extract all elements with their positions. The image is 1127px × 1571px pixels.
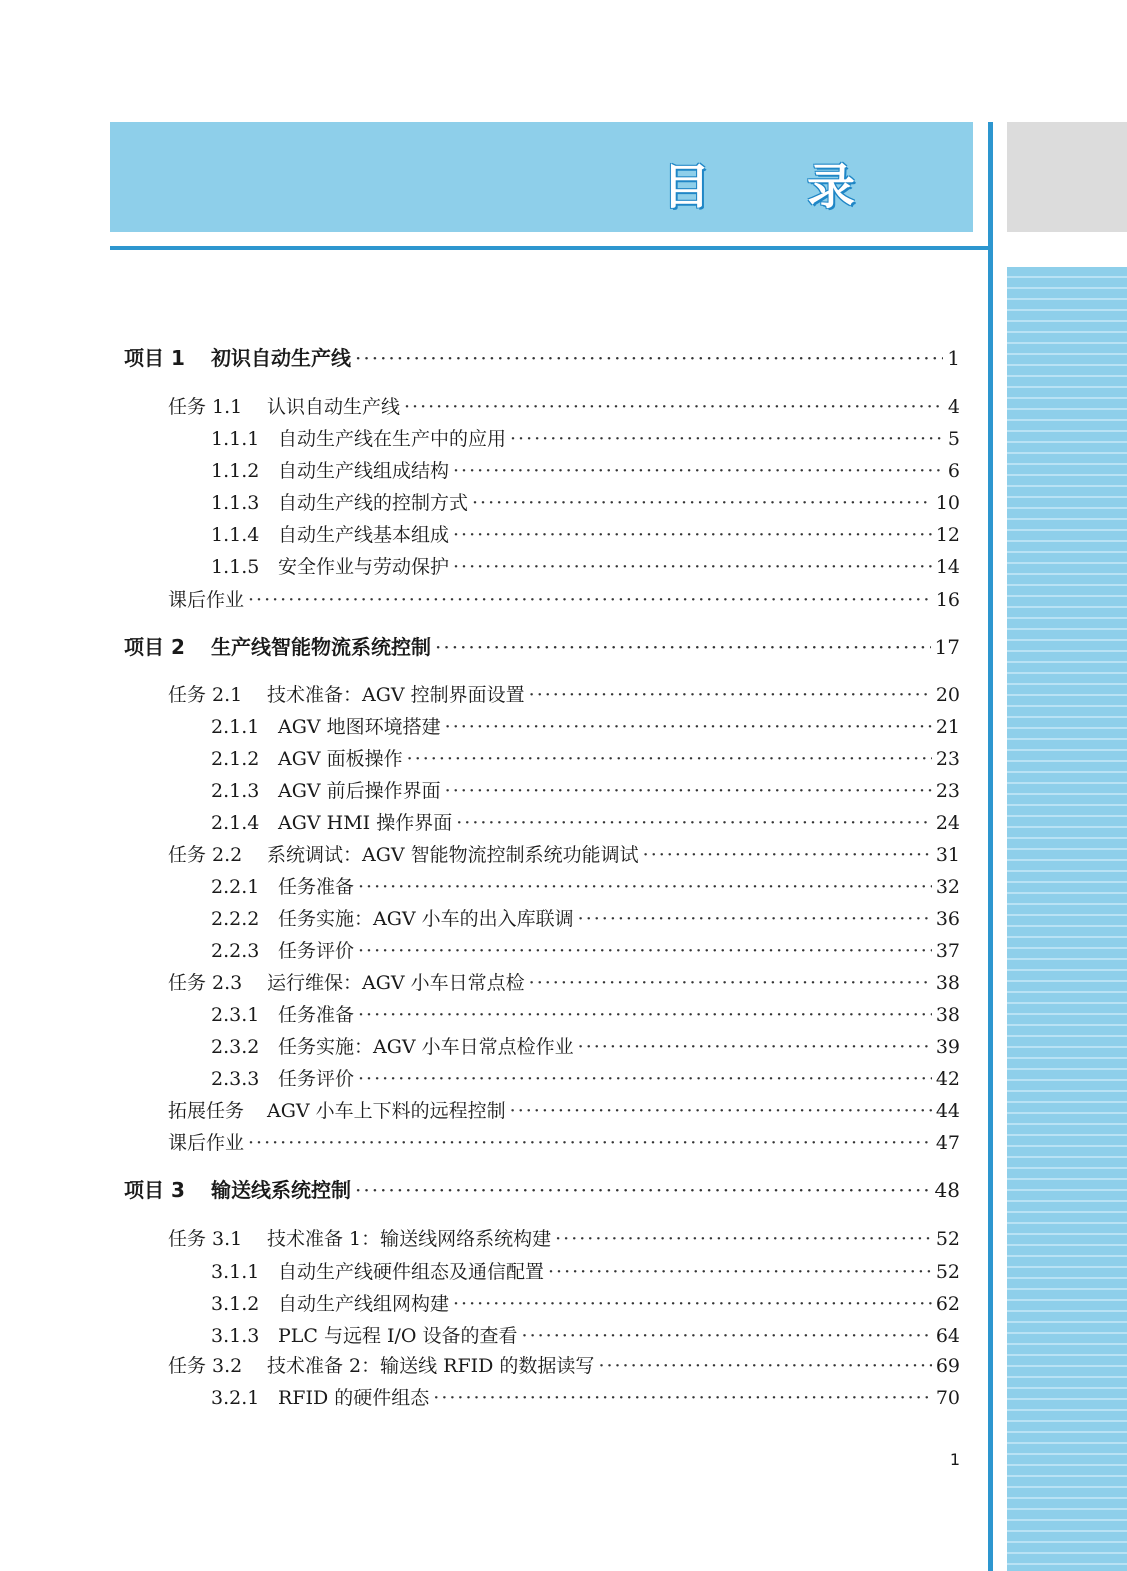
toc-page-number: 1 xyxy=(947,346,960,370)
toc-page-number: 52 xyxy=(935,1228,960,1250)
toc-leader-dots xyxy=(472,491,932,515)
toc-label: 2.3.2 xyxy=(211,1036,260,1058)
toc-label: 1.1.5 xyxy=(211,556,260,578)
toc-page-number: 48 xyxy=(934,1178,960,1202)
toc-subsection-row[interactable] xyxy=(211,1324,960,1348)
toc-leader-dots xyxy=(643,843,932,867)
toc-leader-dots xyxy=(548,1260,932,1284)
toc-leader-dots xyxy=(358,939,932,963)
toc-page-number: 70 xyxy=(935,1387,960,1409)
toc-page-number: 6 xyxy=(947,460,960,482)
toc-label: 任务 2.3 xyxy=(168,972,243,994)
side-tab-striped xyxy=(1007,267,1127,1571)
toc-leader-dots xyxy=(433,1386,932,1410)
toc-title: 课后作业 xyxy=(168,589,245,611)
toc-leader-dots xyxy=(358,1003,932,1027)
header-band xyxy=(110,122,973,232)
toc-project-row[interactable] xyxy=(124,1178,960,1202)
toc-title: 安全作业与劳动保护 xyxy=(278,556,450,578)
toc-leader-dots xyxy=(404,395,944,419)
toc-label: 2.2.3 xyxy=(211,940,260,962)
toc-leader-dots xyxy=(355,346,943,370)
toc-page-number: 42 xyxy=(935,1068,960,1090)
toc-leader-dots xyxy=(578,1035,932,1059)
toc-title: 自动生产线基本组成 xyxy=(278,524,450,546)
toc-leader-dots xyxy=(510,427,944,451)
toc-label: 任务 2.2 xyxy=(168,844,243,866)
toc-task-row[interactable] xyxy=(168,683,960,707)
toc-subsection-row[interactable] xyxy=(211,1292,960,1316)
toc-task-row[interactable] xyxy=(168,588,960,612)
toc-leader-dots xyxy=(358,1067,932,1091)
toc-subsection-row[interactable] xyxy=(211,939,960,963)
toc-label: 3.1.3 xyxy=(211,1325,260,1347)
toc-title: 生产线智能物流系统控制 xyxy=(211,635,431,659)
toc-leader-dots xyxy=(453,459,944,483)
toc-label: 拓展任务 xyxy=(168,1100,245,1122)
toc-title: 任务实施：AGV 小车日常点检作业 xyxy=(278,1036,574,1058)
toc-label: 任务 2.1 xyxy=(168,684,243,706)
toc-leader-dots xyxy=(407,747,932,771)
toc-subsection-row[interactable] xyxy=(211,907,960,931)
toc-task-row[interactable] xyxy=(168,843,960,867)
toc-label: 2.3.3 xyxy=(211,1068,260,1090)
toc-label: 2.2.1 xyxy=(211,876,260,898)
header-divider xyxy=(110,246,990,250)
toc-label: 1.1.2 xyxy=(211,460,260,482)
toc-label: 任务 3.1 xyxy=(168,1228,243,1250)
toc-title: PLC 与远程 I/O 设备的查看 xyxy=(278,1325,518,1347)
toc-label: 2.1.1 xyxy=(211,716,260,738)
toc-page-number: 39 xyxy=(935,1036,960,1058)
toc-task-row[interactable] xyxy=(168,1227,960,1251)
page-title: 目 录 xyxy=(662,159,895,215)
toc-label: 3.2.1 xyxy=(211,1387,260,1409)
toc-title: 运行维保：AGV 小车日常点检 xyxy=(267,972,525,994)
toc-page-number: 14 xyxy=(935,556,960,578)
toc-label: 任务 1.1 xyxy=(168,396,243,418)
toc-page-number: 62 xyxy=(935,1293,960,1315)
toc-page-number: 24 xyxy=(935,812,960,834)
toc-page-number: 37 xyxy=(935,940,960,962)
toc-leader-dots xyxy=(248,588,932,612)
toc-title: 初识自动生产线 xyxy=(211,346,351,370)
toc-title: 技术准备 1：输送线网络系统构建 xyxy=(267,1228,552,1250)
toc-title: AGV 前后操作界面 xyxy=(278,780,441,802)
toc-title: AGV 面板操作 xyxy=(278,748,403,770)
toc-title: 自动生产线硬件组态及通信配置 xyxy=(278,1261,545,1283)
toc-label: 3.1.2 xyxy=(211,1293,260,1315)
toc-page-number: 36 xyxy=(935,908,960,930)
toc-title: 技术准备 2：输送线 RFID 的数据读写 xyxy=(267,1355,595,1377)
toc-label: 1.1.1 xyxy=(211,428,260,450)
toc-page-number: 47 xyxy=(935,1132,960,1154)
toc-project-row[interactable] xyxy=(124,346,960,370)
side-tab-gray xyxy=(1007,122,1127,232)
toc-label: 2.1.3 xyxy=(211,780,260,802)
toc-label: 2.1.2 xyxy=(211,748,260,770)
toc-task-row[interactable] xyxy=(168,1099,960,1123)
toc-subsection-row[interactable] xyxy=(211,555,960,579)
toc-page-number: 16 xyxy=(935,589,960,611)
toc-subsection-row[interactable] xyxy=(211,1386,960,1410)
toc-title: 任务准备 xyxy=(278,876,355,898)
toc-label: 1.1.3 xyxy=(211,492,260,514)
toc-task-row[interactable] xyxy=(168,395,960,419)
toc-page-number: 10 xyxy=(935,492,960,514)
toc-page-number: 38 xyxy=(935,972,960,994)
toc-leader-dots xyxy=(453,555,932,579)
toc-page-number: 64 xyxy=(935,1325,960,1347)
toc-title: 自动生产线在生产中的应用 xyxy=(278,428,507,450)
toc-label: 项目 1 xyxy=(124,346,185,370)
toc-subsection-row[interactable] xyxy=(211,1035,960,1059)
toc-page-number: 20 xyxy=(935,684,960,706)
toc-leader-dots xyxy=(435,635,931,659)
toc-title: 任务实施：AGV 小车的出入库联调 xyxy=(278,908,574,930)
toc-leader-dots xyxy=(248,1131,932,1155)
toc-leader-dots xyxy=(445,779,932,803)
toc-leader-dots xyxy=(358,875,932,899)
toc-task-row[interactable] xyxy=(168,1131,960,1155)
toc-title: 自动生产线的控制方式 xyxy=(278,492,469,514)
toc-subsection-row[interactable] xyxy=(211,491,960,515)
toc-subsection-row[interactable] xyxy=(211,715,960,739)
vertical-divider xyxy=(988,122,993,1571)
toc-title: 自动生产线组成结构 xyxy=(278,460,450,482)
toc-page-number: 69 xyxy=(935,1355,960,1377)
toc-page-number: 23 xyxy=(935,748,960,770)
toc-task-row[interactable] xyxy=(168,1354,960,1378)
toc-leader-dots xyxy=(529,683,932,707)
toc-leader-dots xyxy=(510,1099,932,1123)
toc-page-number: 44 xyxy=(935,1100,960,1122)
toc-title: RFID 的硬件组态 xyxy=(278,1387,430,1409)
toc-project-row[interactable] xyxy=(124,635,960,659)
toc-label: 2.3.1 xyxy=(211,1004,260,1026)
toc-leader-dots xyxy=(578,907,932,931)
toc-title: 自动生产线组网构建 xyxy=(278,1293,450,1315)
toc-page-number: 4 xyxy=(947,396,960,418)
toc-leader-dots xyxy=(456,811,932,835)
toc-page-number: 31 xyxy=(935,844,960,866)
page-number: 1 xyxy=(949,1450,960,1469)
toc-task-row[interactable] xyxy=(168,971,960,995)
toc-label: 3.1.1 xyxy=(211,1261,260,1283)
toc-subsection-row[interactable] xyxy=(211,779,960,803)
toc-title: AGV 小车上下料的远程控制 xyxy=(267,1100,506,1122)
toc-label: 2.1.4 xyxy=(211,812,260,834)
toc-subsection-row[interactable] xyxy=(211,1067,960,1091)
toc-subsection-row[interactable] xyxy=(211,459,960,483)
toc-leader-dots xyxy=(453,523,932,547)
toc-subsection-row[interactable] xyxy=(211,747,960,771)
toc-label: 1.1.4 xyxy=(211,524,260,546)
toc-title: 技术准备：AGV 控制界面设置 xyxy=(267,684,525,706)
toc-title: AGV HMI 操作界面 xyxy=(278,812,453,834)
toc-leader-dots xyxy=(598,1354,931,1378)
toc-leader-dots xyxy=(355,1178,931,1202)
toc-title: 任务评价 xyxy=(278,940,355,962)
toc-label: 项目 3 xyxy=(124,1178,185,1202)
toc-title: 课后作业 xyxy=(168,1132,245,1154)
toc-label: 2.2.2 xyxy=(211,908,260,930)
toc-leader-dots xyxy=(445,715,932,739)
toc-subsection-row[interactable] xyxy=(211,427,960,451)
toc-label: 任务 3.2 xyxy=(168,1355,243,1377)
toc-page-number: 23 xyxy=(935,780,960,802)
toc-page-number: 5 xyxy=(947,428,960,450)
toc-subsection-row[interactable] xyxy=(211,1260,960,1284)
toc-subsection-row[interactable] xyxy=(211,523,960,547)
toc-title: 认识自动生产线 xyxy=(267,396,401,418)
toc-page-number: 52 xyxy=(935,1261,960,1283)
toc-leader-dots xyxy=(453,1292,932,1316)
toc-title: 任务评价 xyxy=(278,1068,355,1090)
toc-title: 系统调试：AGV 智能物流控制系统功能调试 xyxy=(267,844,639,866)
toc-page-number: 21 xyxy=(935,716,960,738)
toc-leader-dots xyxy=(529,971,932,995)
toc-leader-dots xyxy=(522,1324,932,1348)
toc-title: AGV 地图环境搭建 xyxy=(278,716,441,738)
toc-page-number: 12 xyxy=(935,524,960,546)
toc-title: 输送线系统控制 xyxy=(211,1178,351,1202)
toc-subsection-row[interactable] xyxy=(211,1003,960,1027)
toc-page-number: 38 xyxy=(935,1004,960,1026)
toc-label: 项目 2 xyxy=(124,635,185,659)
toc-subsection-row[interactable] xyxy=(211,811,960,835)
toc-subsection-row[interactable] xyxy=(211,875,960,899)
toc-leader-dots xyxy=(555,1227,932,1251)
toc-title: 任务准备 xyxy=(278,1004,355,1026)
toc-page-number: 17 xyxy=(934,635,960,659)
toc-page-number: 32 xyxy=(935,876,960,898)
